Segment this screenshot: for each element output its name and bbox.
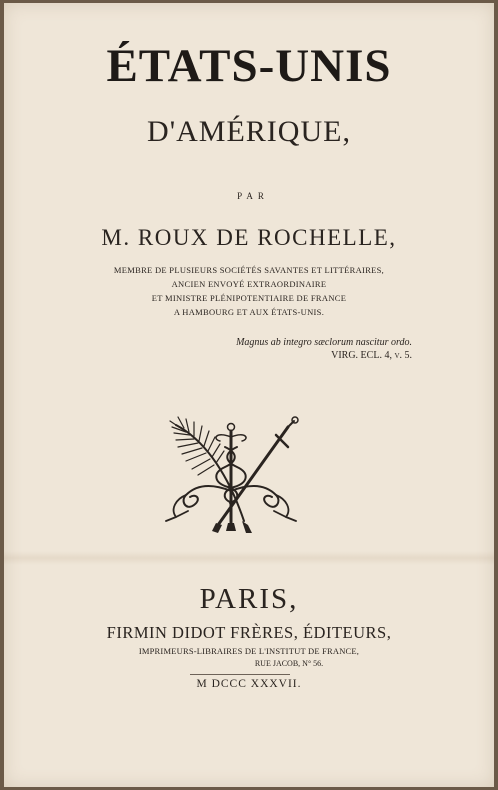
epigraph-source: VIRG. ECL. 4, v. 5. (331, 350, 412, 361)
imprint-year: M DCCC XXXVII. (196, 678, 302, 690)
title-page (4, 3, 494, 787)
epigraph-quote: Magnus ab integro sæclorum nascitur ordo. (236, 337, 412, 348)
imprint-publisher: FIRMIN DIDOT FRÈRES, ÉDITEURS, (106, 623, 392, 642)
by-label: PAR (237, 191, 269, 201)
author-qualification: A HAMBOURG ET AUX ÉTATS-UNIS. (173, 307, 325, 317)
author-name: M. ROUX DE ROCHELLE, (101, 225, 397, 250)
imprint-street: RUE JACOB, N° 56. (254, 659, 324, 668)
author-qualification: ET MINISTRE PLÉNIPOTENTIAIRE DE FRANCE (151, 293, 347, 303)
author-qualification: ANCIEN ENVOYÉ EXTRAORDINAIRE (171, 279, 327, 289)
page-fold-shadow (4, 551, 494, 565)
printer-emblem-icon (156, 413, 306, 538)
divider (190, 674, 290, 675)
imprint-printers: IMPRIMEURS-LIBRAIRES DE L'INSTITUT DE FRANCE, (138, 646, 360, 656)
book-title: ÉTATS-UNIS (106, 40, 392, 92)
book-subtitle: D'AMÉRIQUE, (147, 115, 351, 148)
author-qualification: MEMBRE DE PLUSIEURS SOCIÉTÉS SAVANTES ET LITTÉRAIRES, (113, 265, 385, 275)
imprint-city: PARIS, (199, 583, 299, 615)
